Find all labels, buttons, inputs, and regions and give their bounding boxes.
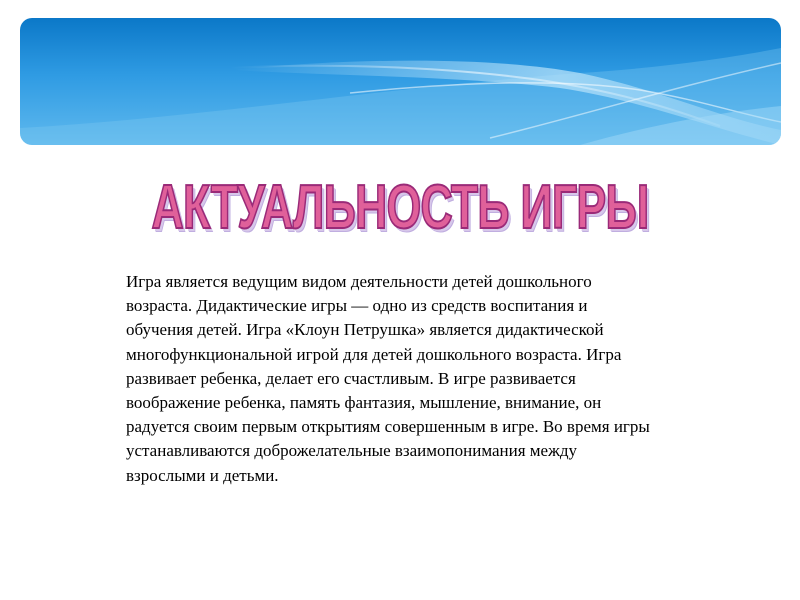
banner-wave-decoration <box>20 18 781 145</box>
body-paragraph: Игра является ведущим видом деятельности детей дошкольного возраста. Дидактические игры — одно из средств воспитания и обучения детей. Игра «Клоун Петрушка» является дидактической многофункциональной игрой для детей дошкольного возраста. Игра развивает ребенка, делает его счастливым. В игре развивается воображение ребенка, память фантазия, мышление, внимание, он радуется своим первым открытиям совершенным в игре. Во время игры устанавливаются доброжелательные взаимопонимания между взрослыми и детьми. <box>126 272 650 485</box>
slide-title: АКТУАЛЬНОСТЬ ИГРЫ <box>151 173 649 242</box>
header-banner <box>20 18 781 145</box>
